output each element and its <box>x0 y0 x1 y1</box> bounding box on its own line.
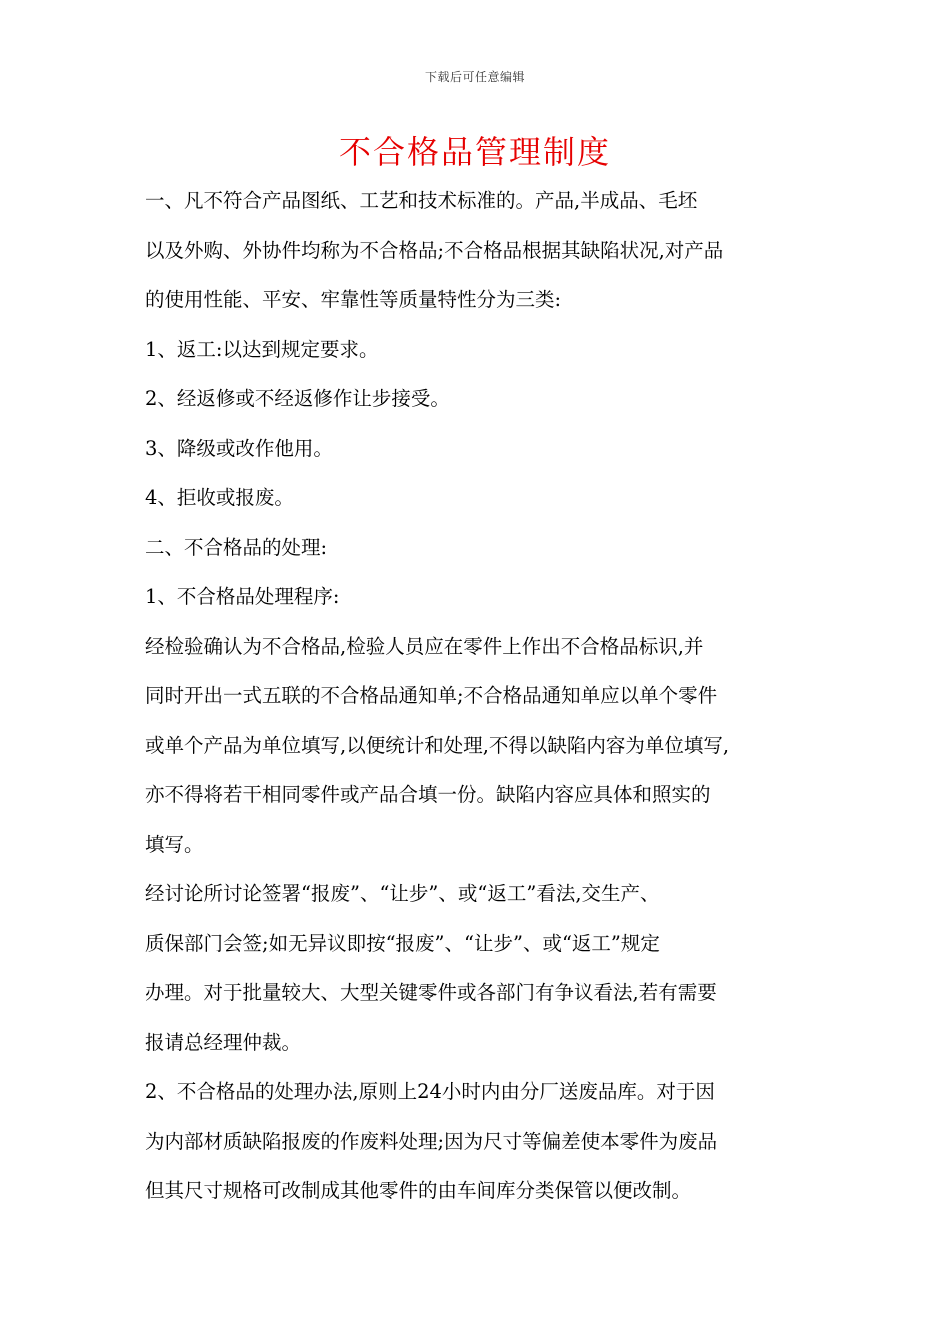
body-line: 1、返工:以达到规定要求。 <box>145 337 379 361</box>
body-line: 为内部材质缺陷报废的作废料处理;因为尺寸等偏差使本零件为废品 <box>145 1129 718 1153</box>
body-line: 质保部门会签;如无异议即按“报废”、“让步”、或“返工”规定 <box>145 931 660 955</box>
header-note: 下载后可任意编辑 <box>424 70 525 84</box>
body-line: 或单个产品为单位填写,以便统计和处理,不得以缺陷内容为单位填写, <box>145 733 730 757</box>
body-line: 经检验确认为不合格品,检验人员应在零件上作出不合格品标识,并 <box>145 634 704 658</box>
body-line: 2、不合格品的处理办法,原则上24小时内由分厂送废品库。对于因 <box>145 1080 715 1103</box>
body-line: 一、凡不符合产品图纸、工艺和技术标准的。产品,半成品、毛坯 <box>145 189 698 212</box>
body-line: 但其尺寸规格可改制成其他零件的由车间库分类保管以便改制。 <box>145 1179 692 1202</box>
body-line: 报请总经理仲裁。 <box>145 1030 302 1054</box>
body-line: 二、不合格品的处理: <box>145 535 328 559</box>
body-line: 的使用性能、平安、牢靠性等质量特性分为三类: <box>145 288 562 311</box>
body-line: 经讨论所讨论签署“报废”、“让步”、或“返工”看法,交生产、 <box>145 882 660 905</box>
body-line: 办理。对于批量较大、大型关键零件或各部门有争议看法,若有需要 <box>145 981 717 1004</box>
document-body <box>145 176 825 1216</box>
body-line: 3、降级或改作他用。 <box>145 436 333 460</box>
body-line: 亦不得将若干相同零件或产品合填一份。缺陷内容应具体和照实的 <box>145 783 711 806</box>
body-line: 同时开出一式五联的不合格品通知单;不合格品通知单应以单个零件 <box>145 684 718 707</box>
body-line: 2、经返修或不经返修作让步接受。 <box>145 387 450 410</box>
document-title: 不合格品管理制度 <box>338 133 611 171</box>
body-line: 1、不合格品处理程序: <box>145 585 340 608</box>
body-line: 以及外购、外协件均称为不合格品;不合格品根据其缺陷状况,对产品 <box>145 238 724 262</box>
body-line: 填写。 <box>145 832 204 856</box>
body-line: 4、拒收或报废。 <box>145 486 294 509</box>
